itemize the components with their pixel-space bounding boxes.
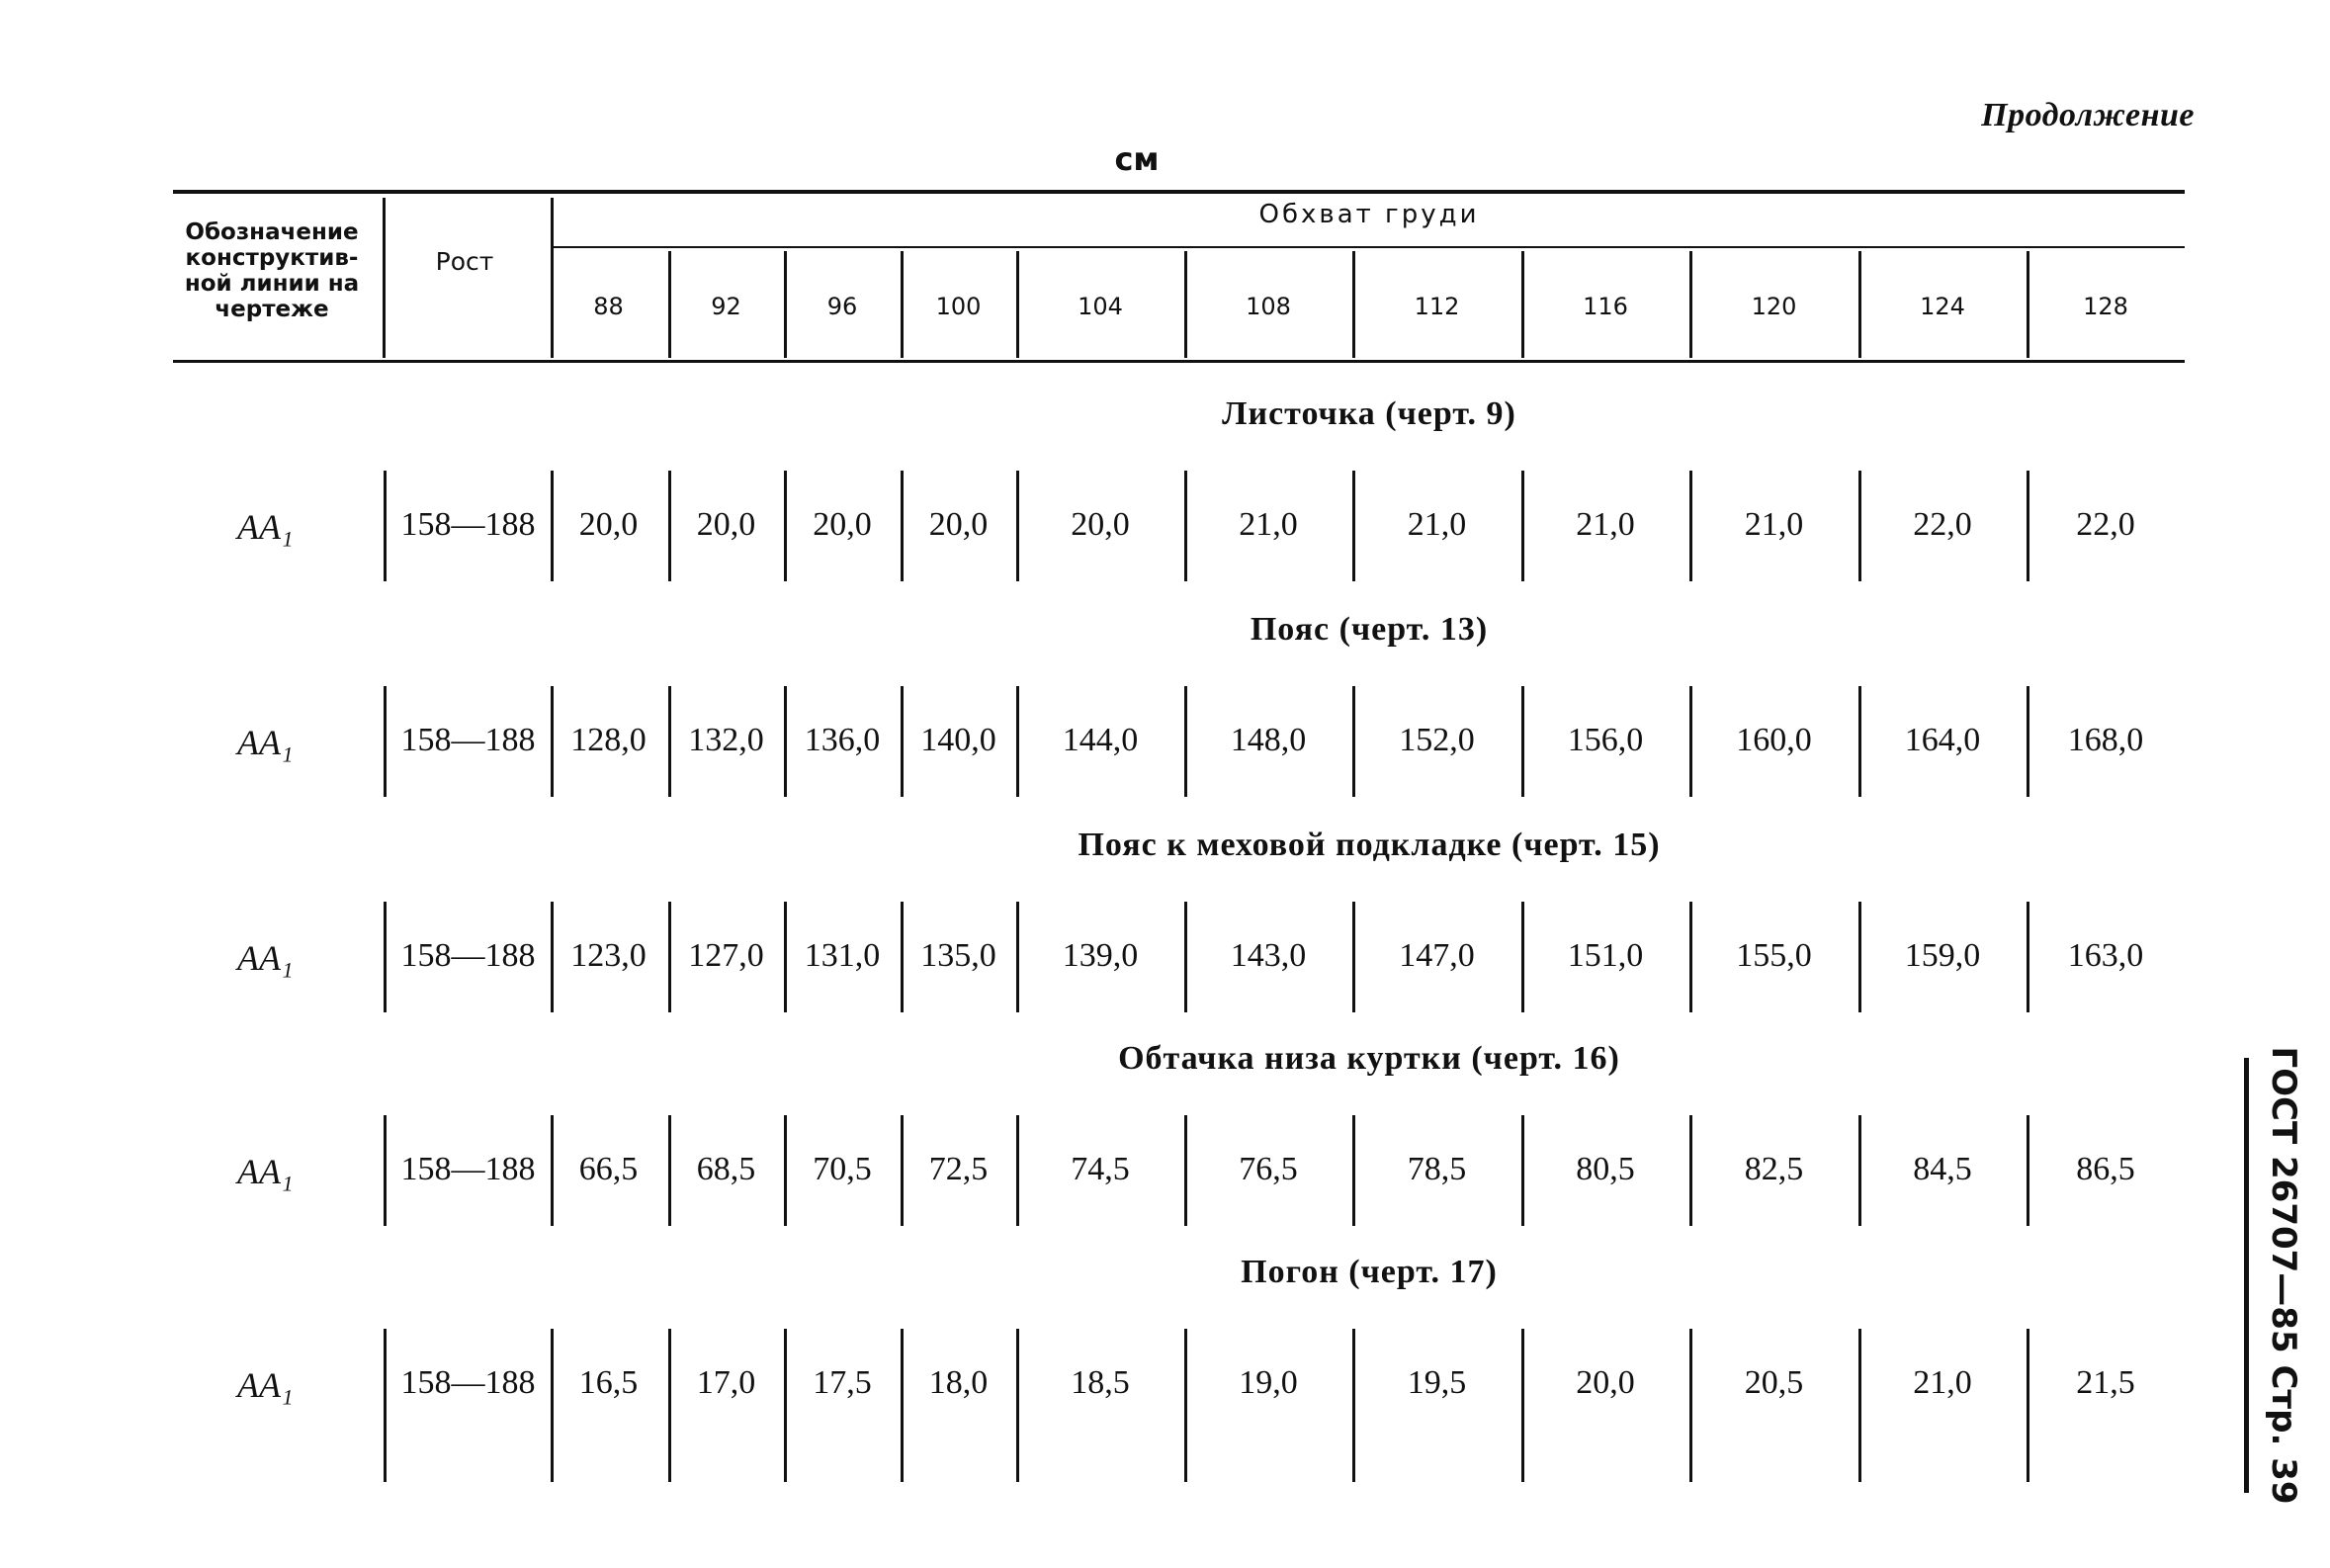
row-height-range: 158—188 xyxy=(400,506,536,543)
row-vline xyxy=(384,1329,387,1482)
row-vline xyxy=(668,1329,671,1482)
row-designation: AA₁ xyxy=(237,1365,294,1405)
row-value: 168,0 xyxy=(2067,722,2144,758)
row-value: 139,0 xyxy=(1062,937,1139,974)
header-designation-line: Обозначение xyxy=(185,219,359,245)
row-vline xyxy=(551,1329,554,1482)
row-value: 20,0 xyxy=(928,506,989,543)
row-value: 21,0 xyxy=(1576,506,1635,543)
row-value: 68,5 xyxy=(696,1151,756,1187)
gost-page-text: ГОСТ 26707—85 Стр. 39 xyxy=(2264,1046,2303,1505)
row-value: 159,0 xyxy=(1904,937,1981,974)
row-value: 20,0 xyxy=(696,506,756,543)
row-vline xyxy=(1689,1329,1692,1482)
gost-page-label xyxy=(2239,1046,2328,1505)
header-designation-line: чертеже xyxy=(215,297,329,322)
row-height-range: 158—188 xyxy=(400,1151,536,1187)
header-chest-girth: Обхват груди xyxy=(1258,200,1480,229)
row-vline xyxy=(1016,1329,1019,1482)
section-title: Погон (черт. 17) xyxy=(1241,1254,1498,1290)
row-designation: AA₁ xyxy=(237,723,294,762)
row-value: 17,5 xyxy=(813,1364,872,1401)
header-size: 104 xyxy=(1078,293,1123,320)
header-size: 100 xyxy=(935,293,982,320)
header-size: 92 xyxy=(711,293,741,320)
header-bottom-rule xyxy=(173,360,2185,363)
row-vline xyxy=(2027,1329,2029,1482)
row-value: 22,0 xyxy=(2076,506,2135,543)
row-value: 20,5 xyxy=(1744,1364,1804,1401)
row-value: 76,5 xyxy=(1239,1151,1298,1187)
row-value: 17,0 xyxy=(696,1364,756,1401)
row-value: 21,0 xyxy=(1239,506,1298,543)
row-value: 20,0 xyxy=(813,506,872,543)
row-height-range: 158—188 xyxy=(400,937,536,974)
header-designation-line: конструктив- xyxy=(185,245,359,271)
section-title: Обтачка низа куртки (черт. 16) xyxy=(1118,1040,1620,1077)
row-value: 147,0 xyxy=(1399,937,1475,974)
header-vline xyxy=(383,198,386,358)
row-value: 78,5 xyxy=(1407,1151,1467,1187)
header-designation xyxy=(173,219,371,322)
row-value: 143,0 xyxy=(1230,937,1307,974)
header-size: 112 xyxy=(1414,293,1460,320)
header-size: 120 xyxy=(1751,293,1797,320)
row-value: 140,0 xyxy=(920,722,996,758)
row-value: 84,5 xyxy=(1913,1151,1972,1187)
row-vline xyxy=(901,1329,904,1482)
row-value: 144,0 xyxy=(1062,722,1139,758)
row-value: 18,0 xyxy=(928,1364,989,1401)
header-size: 128 xyxy=(2083,293,2128,320)
row-value: 72,5 xyxy=(928,1151,989,1187)
row-value: 16,5 xyxy=(578,1364,639,1401)
row-value: 21,0 xyxy=(1913,1364,1972,1401)
row-value: 127,0 xyxy=(688,937,764,974)
row-value: 82,5 xyxy=(1744,1151,1804,1187)
row-value: 66,5 xyxy=(578,1151,639,1187)
header-size: 124 xyxy=(1920,293,1965,320)
row-value: 18,5 xyxy=(1071,1364,1130,1401)
continuation-label: Продолжение xyxy=(1981,97,2195,133)
unit-label: см xyxy=(1114,140,1160,178)
row-value: 20,0 xyxy=(1071,506,1130,543)
section-title: Пояс к меховой подкладке (черт. 15) xyxy=(1078,827,1661,863)
girth-rule xyxy=(554,246,2185,248)
row-designation: AA₁ xyxy=(237,1152,294,1191)
row-vline xyxy=(1184,1329,1187,1482)
row-value: 22,0 xyxy=(1913,506,1972,543)
header-size: 116 xyxy=(1583,293,1628,320)
row-value: 160,0 xyxy=(1736,722,1812,758)
row-value: 123,0 xyxy=(570,937,647,974)
row-value: 20,0 xyxy=(578,506,639,543)
row-value: 80,5 xyxy=(1576,1151,1635,1187)
header-designation-line: ной линии на xyxy=(184,271,360,297)
row-value: 152,0 xyxy=(1399,722,1475,758)
row-value: 164,0 xyxy=(1904,722,1981,758)
row-value: 21,0 xyxy=(1744,506,1804,543)
header-height: Рост xyxy=(435,247,494,276)
row-value: 19,5 xyxy=(1407,1364,1467,1401)
row-height-range: 158—188 xyxy=(400,1364,536,1401)
row-vline xyxy=(1521,1329,1524,1482)
row-designation: AA₁ xyxy=(237,507,294,547)
row-value: 156,0 xyxy=(1567,722,1644,758)
row-value: 19,0 xyxy=(1239,1364,1298,1401)
row-value: 21,5 xyxy=(2076,1364,2135,1401)
row-vline xyxy=(1858,1329,1861,1482)
row-value: 86,5 xyxy=(2076,1151,2135,1187)
row-value: 151,0 xyxy=(1567,937,1644,974)
header-size: 108 xyxy=(1246,293,1291,320)
row-value: 70,5 xyxy=(813,1151,872,1187)
row-value: 155,0 xyxy=(1736,937,1812,974)
row-value: 131,0 xyxy=(804,937,881,974)
row-value: 136,0 xyxy=(804,722,881,758)
row-designation: AA₁ xyxy=(237,938,294,978)
row-vline xyxy=(1352,1329,1355,1482)
row-height-range: 158—188 xyxy=(400,722,536,758)
row-value: 135,0 xyxy=(920,937,996,974)
row-value: 20,0 xyxy=(1576,1364,1635,1401)
row-value: 132,0 xyxy=(688,722,764,758)
row-value: 74,5 xyxy=(1071,1151,1130,1187)
row-value: 163,0 xyxy=(2067,937,2144,974)
section-title: Пояс (черт. 13) xyxy=(1250,611,1489,648)
header-size: 96 xyxy=(826,293,858,320)
table-top-rule xyxy=(173,190,2185,194)
header-size: 88 xyxy=(593,293,624,320)
section-title: Листочка (черт. 9) xyxy=(1222,395,1516,432)
row-value: 148,0 xyxy=(1230,722,1307,758)
row-value: 128,0 xyxy=(570,722,647,758)
row-vline xyxy=(784,1329,787,1482)
row-value: 21,0 xyxy=(1407,506,1467,543)
